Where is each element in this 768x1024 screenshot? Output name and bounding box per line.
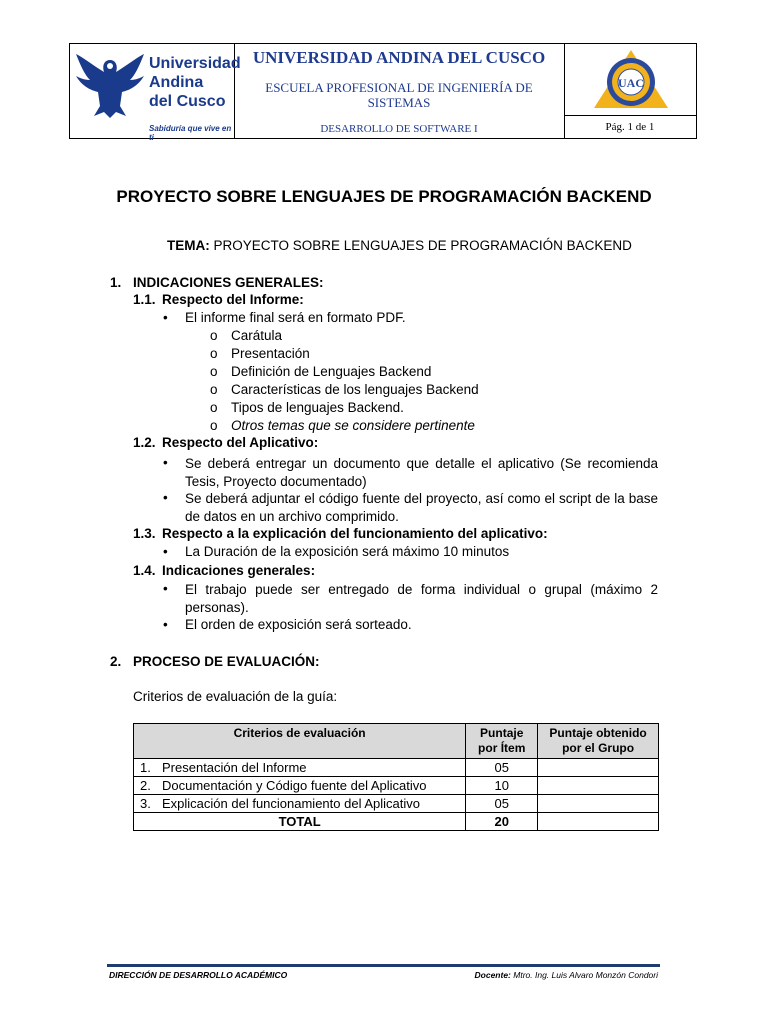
bullet-text: El informe final será en formato PDF. — [185, 310, 406, 325]
table-header-row — [134, 724, 659, 759]
subsection-1-1-number: 1.1. — [133, 292, 156, 307]
column-header-score: Puntaje por Ítem — [466, 724, 538, 759]
evaluation-intro: Criterios de evaluación de la guía: — [133, 689, 338, 704]
subsection-1-2-number: 1.2. — [133, 435, 156, 450]
footer-teacher — [475, 970, 658, 980]
table-row — [134, 795, 659, 813]
section-2-number: 2. — [110, 654, 122, 669]
list-item: Otros temas que se considere pertinente — [231, 418, 475, 433]
circle-bullet-icon: o — [210, 418, 218, 433]
evaluation-table — [133, 723, 659, 831]
bullet-icon: • — [163, 617, 168, 632]
obtained-cell — [538, 759, 659, 777]
bullet-icon: • — [163, 490, 168, 505]
bullet-text: El trabajo puede ser entregado de forma individual o grupal (máximo 2 personas). — [185, 582, 658, 615]
footer-department: DIRECCIÓN DE DESARROLLO ACADÉMICO — [109, 970, 288, 980]
circle-bullet-icon: o — [210, 364, 218, 379]
section-1-heading: INDICACIONES GENERALES: — [133, 275, 324, 290]
score-cell: 05 — [466, 759, 538, 777]
document-header — [69, 43, 697, 142]
circle-bullet-icon: o — [210, 382, 218, 397]
school-name: ESCUELA PROFESIONAL DE INGENIERÍA DE SISTEMAS — [265, 80, 533, 110]
faculty-emblem-icon — [592, 48, 670, 110]
total-value: 20 — [466, 813, 538, 831]
column-header-obtained: Puntaje obtenido por el Grupo — [538, 724, 659, 759]
university-name: UNIVERSIDAD ANDINA DEL CUSCO — [252, 48, 546, 67]
document-title: PROYECTO SOBRE LENGUAJES DE PROGRAMACIÓN BACKEND — [116, 187, 652, 206]
university-logo — [70, 44, 241, 142]
subsection-1-3-number: 1.3. — [133, 526, 156, 541]
section-2-heading: PROCESO DE EVALUACIÓN: — [133, 654, 320, 669]
bullet-text: La Duración de la exposición será máximo 10 minutos — [185, 544, 510, 559]
bullet-icon: • — [163, 310, 168, 325]
page-number: Pág. 1 de 1 — [564, 115, 696, 139]
criteria-cell: 3. Explicación del funcionamiento del Aplicativo — [134, 795, 466, 813]
obtained-cell — [538, 777, 659, 795]
course-name: DESARROLLO DE SOFTWARE I — [320, 123, 478, 135]
section-1-number: 1. — [110, 275, 122, 290]
subsection-1-2-heading: Respecto del Aplicativo: — [162, 435, 319, 450]
list-item: Carátula — [231, 328, 283, 343]
bullet-icon: • — [163, 455, 168, 470]
circle-bullet-icon: o — [210, 328, 218, 343]
list-item: Definición de Lenguajes Backend — [231, 364, 432, 379]
circle-bullet-icon: o — [210, 400, 218, 415]
condor-icon — [74, 50, 146, 120]
teacher-name: Mtro. Ing. Luis Alvaro Monzón Condori — [513, 970, 658, 980]
list-item: Presentación — [231, 346, 310, 361]
list-item: Características de los lenguajes Backend — [231, 382, 479, 397]
subsection-1-4-number: 1.4. — [133, 563, 156, 578]
total-label: TOTAL — [134, 813, 466, 831]
obtained-cell — [538, 795, 659, 813]
score-cell: 10 — [466, 777, 538, 795]
teacher-label: Docente: — [474, 970, 511, 980]
logo-tagline: Sabiduría que vive en ti — [149, 124, 232, 142]
bullet-text: Se deberá entregar un documento que detalle el aplicativo (Se recomienda Tesis, Proyecto documentado) — [185, 456, 658, 489]
table-row — [134, 759, 659, 777]
footer-divider — [107, 964, 660, 967]
table-total-row — [134, 813, 659, 831]
column-header-criteria: Criterios de evaluación — [134, 724, 466, 759]
subsection-1-3-heading: Respecto a la explicación del funcionamiento del aplicativo: — [162, 526, 548, 541]
bullet-text: Se deberá adjuntar el código fuente del proyecto, así como el script de la base de datos en un archivo comprimido. — [185, 491, 658, 524]
subsection-1-1-heading: Respecto del Informe: — [162, 292, 304, 307]
table-row — [134, 777, 659, 795]
logo-wordmark: Universidad Andina del Cusco — [149, 55, 241, 110]
criteria-cell: 1. Presentación del Informe — [134, 759, 466, 777]
header-right-block — [564, 44, 696, 138]
bullet-text: El orden de exposición será sorteado. — [185, 617, 412, 632]
bullet-icon: • — [163, 544, 168, 559]
list-item: Tipos de lenguajes Backend. — [231, 400, 404, 415]
bullet-icon: • — [163, 581, 168, 596]
topic-label: TEMA: — [167, 238, 210, 253]
total-obtained-cell — [538, 813, 659, 831]
subsection-1-4-heading: Indicaciones generales: — [162, 563, 316, 578]
svg-text:UAC: UAC — [618, 76, 644, 90]
criteria-cell: 2. Documentación y Código fuente del Aplicativo — [134, 777, 466, 795]
topic-value: PROYECTO SOBRE LENGUAJES DE PROGRAMACIÓN BACKEND — [213, 238, 632, 253]
circle-bullet-icon: o — [210, 346, 218, 361]
header-title-block — [234, 44, 565, 138]
topic-line — [167, 238, 632, 253]
score-cell: 05 — [466, 795, 538, 813]
